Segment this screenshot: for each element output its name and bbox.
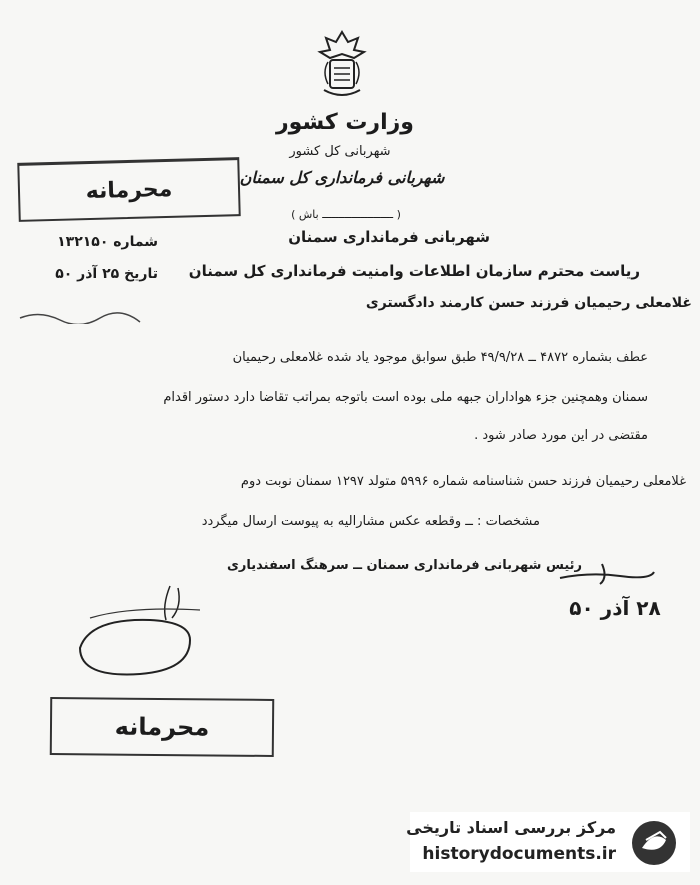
letter-subject: غلامعلی رحیمیان فرزند حسن کارمند دادگستری [365, 295, 692, 311]
letter-meta [8, 234, 158, 298]
signature-date: ۲۸ آذر ۵۰ [569, 596, 661, 620]
body-line-4: غلامعلی رحیمیان فرزند حسن شناسنامه شماره ۵۹۹۶ متولد ۱۲۹۷ سمنان نوبت دوم [240, 474, 686, 489]
office-line-3: ( ــــــــــــــــــــــ باش ) [291, 208, 401, 221]
stamp-top-text: محرمانه [85, 176, 173, 204]
large-signature-scribble-icon [60, 578, 210, 688]
confidential-stamp-bottom [50, 697, 274, 757]
footer-url: historydocuments.ir [422, 844, 616, 864]
letter-number: شماره ۱۳۲۱۵۰ [57, 234, 158, 250]
body-line-1: عطف بشماره ۴۸۷۲ ــ ۴۹/۹/۲۸ طبق سوابق موجود یاد شده غلامعلی رحیمیان [232, 350, 648, 365]
scribble-mark-icon [16, 308, 146, 324]
office-line-2: شهربانی فرمانداری کل سمنان [239, 168, 445, 187]
confidential-stamp-top [17, 157, 240, 222]
office-line-1: شهربانی کل کشور [289, 144, 391, 159]
addressee-line-2: ریاست محترم سازمان اطلاعات وامنیت فرمانداری کل سمنان [188, 262, 640, 280]
archive-logo-icon [628, 818, 680, 868]
ministry-title: وزارت کشور [276, 110, 414, 135]
addressee-line-1: شهربانی فرمانداری سمنان [288, 228, 490, 246]
stamp-bottom-text: محرمانه [114, 712, 210, 742]
body-line-2: سمنان وهمچنین جزء هواداران جبهه ملی بوده است باتوجه بمراتب تقاضا دارد دستور اقدام [163, 390, 648, 405]
body-line-3: مقتضی در این مورد صادر شود . [474, 428, 648, 443]
body-line-5: مشخصات : ــ وقطعه عکس مشارالیه به پیوست ارسال میگردد [201, 514, 540, 529]
footer-title: مرکز بررسی اسناد تاریخی [406, 818, 616, 837]
signature-line: رئیس شهربانی فرمانداری سمنان ــ سرهنگ اسفندیاری [227, 558, 582, 573]
watermark-footer [406, 812, 690, 872]
lion-and-sun-emblem-icon [312, 28, 372, 100]
letter-date: تاریخ ۲۵ آذر ۵۰ [55, 266, 158, 282]
